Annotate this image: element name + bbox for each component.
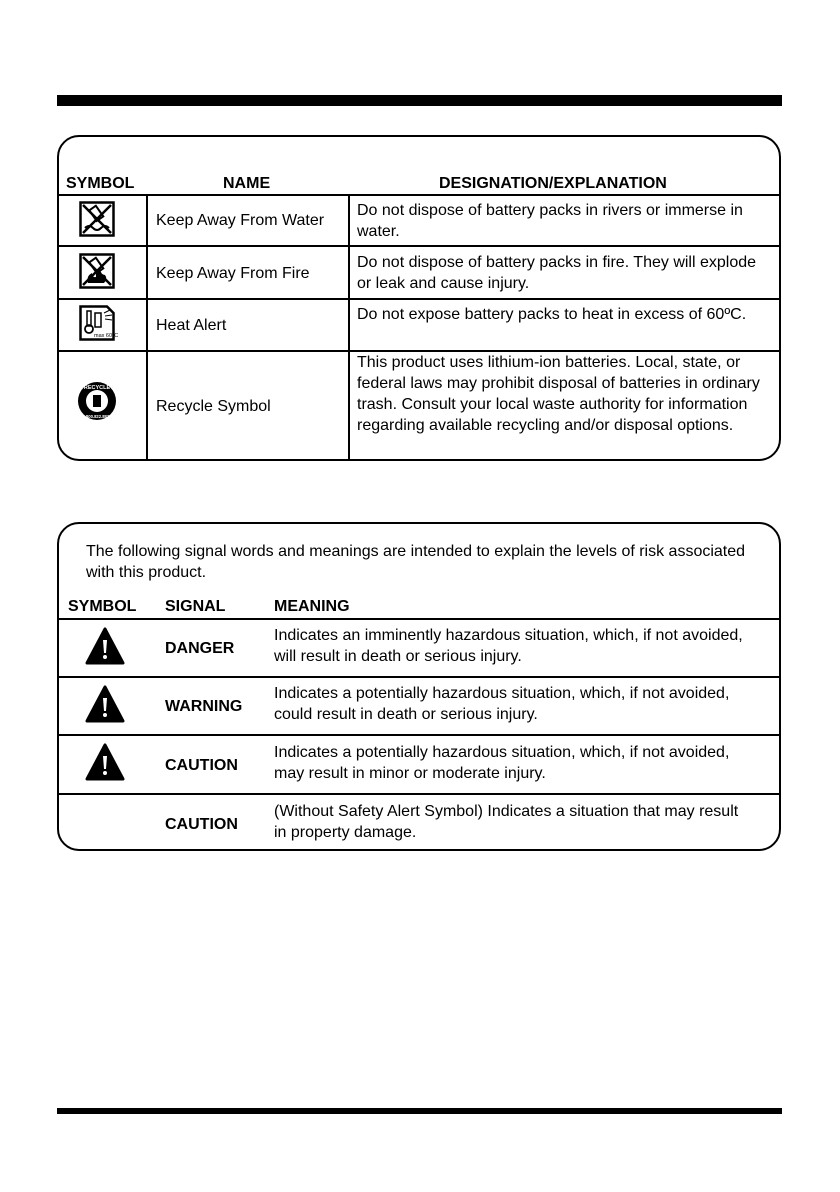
signal-meaning: Indicates a potentially hazardous situation, which, if not avoided, could result in death or serious injury. [274,685,730,723]
signal-word: WARNING [165,698,243,715]
keep-away-from-water-icon [79,201,115,237]
row-name: Recycle Symbol [156,398,271,415]
recycle-icon [77,381,117,421]
row-explanation: Do not dispose of battery packs in fire. They will explode or leak and cause injury. [357,254,757,292]
header-name: NAME [223,175,271,192]
signal-word: DANGER [165,640,235,657]
top-rule [57,95,782,106]
row-name: Heat Alert [156,317,227,334]
signal-word: CAUTION [165,816,238,833]
row-explanation: Do not expose battery packs to heat in excess of 60ºC. [357,306,747,323]
divider [59,298,779,300]
signal-meaning: (Without Safety Alert Symbol) Indicates a situation that may result in property damage. [274,803,739,841]
bottom-rule [57,1108,782,1114]
safety-alert-icon [85,627,125,665]
row-name: Keep Away From Fire [156,265,310,282]
header-symbol: SYMBOL [66,175,135,192]
divider [59,618,779,620]
row-explanation: Do not dispose of battery packs in rivers or immerse in water. [357,202,743,240]
divider [59,194,779,196]
divider [59,793,779,795]
column-divider [146,194,148,459]
signal-meaning: Indicates a potentially hazardous situation, which, if not avoided, may result in minor or moderate injury. [274,744,730,782]
header-signal: SIGNAL [165,598,226,615]
heat-alert-icon [79,305,119,341]
intro-text: The following signal words and meanings are intended to explain the levels of risk associated with this product. [86,543,746,581]
signal-word: CAUTION [165,757,238,774]
safety-alert-icon [85,743,125,781]
svg-text:1.800.822.8837: 1.800.822.8837 [82,414,112,419]
symbols-table [57,135,781,461]
divider [59,245,779,247]
column-divider [348,194,350,459]
safety-alert-icon [85,685,125,723]
divider [59,734,779,736]
header-meaning: MEANING [274,598,350,615]
signal-words-table [57,522,781,851]
signal-meaning: Indicates an imminently hazardous situation, which, if not avoided, will result in death or serious injury. [274,627,743,665]
row-explanation: This product uses lithium-ion batteries. Local, state, or federal laws may prohibit disposal of batteries in ordinary trash. Consult your local waste authority for information regarding available recycling and/or disposal options. [357,354,760,434]
divider [59,676,779,678]
keep-away-from-fire-icon [79,253,115,289]
row-name: Keep Away From Water [156,212,325,229]
svg-text:RECYCLE: RECYCLE [83,385,111,391]
svg-text:max 60°C: max 60°C [94,333,119,339]
header-symbol: SYMBOL [68,598,137,615]
header-designation: DESIGNATION/EXPLANATION [439,175,667,192]
